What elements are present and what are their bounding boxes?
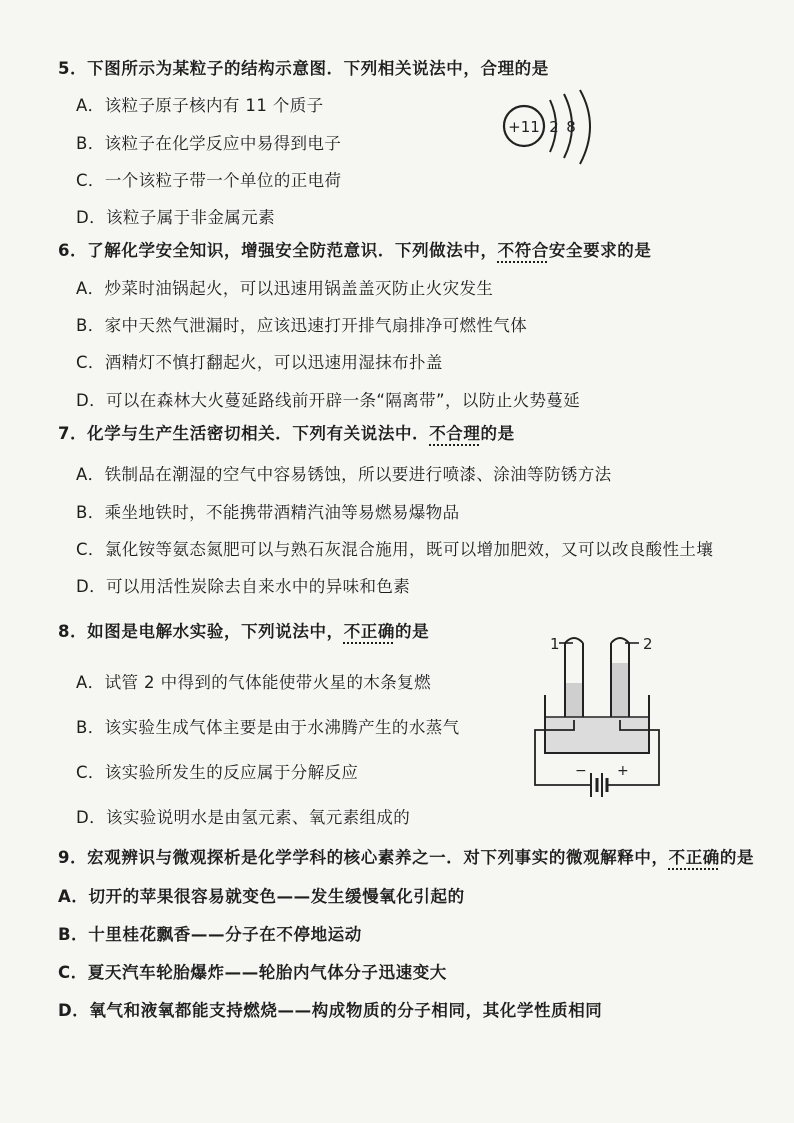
question-6-option-b: B．家中天然气泄漏时，应该迅速打开排气扇排净可燃性气体	[76, 316, 528, 335]
tube-1-label: 1	[550, 635, 560, 653]
stem-text: 7．化学与生产生活密切相关．下列有关说法中．	[58, 424, 430, 443]
question-7-stem	[58, 423, 515, 445]
tube-2-water	[612, 663, 628, 720]
stem-text-end: 安全要求的是	[548, 241, 652, 260]
trough-water	[546, 717, 648, 752]
question-9-stem	[58, 847, 754, 869]
stem-text-end: 的是	[719, 848, 755, 867]
question-9-option-d: D．氧气和液氧都能支持燃烧——构成物质的分子相同，其化学性质相同	[58, 1001, 603, 1020]
stem-text: 9．宏观辨识与微观探析是化学学科的核心素养之一．对下列事实的微观解释中，	[58, 848, 669, 867]
question-8-option-b: B．该实验生成气体主要是由于水沸腾产生的水蒸气	[76, 718, 460, 737]
stem-text: 6．了解化学安全知识，增强安全防范意识．下列做法中，	[58, 241, 498, 260]
question-5-option-c: C．一个该粒子带一个单位的正电荷	[76, 171, 342, 190]
negative-terminal-label: −	[575, 763, 587, 779]
stem-emphasis: 不正确	[668, 848, 720, 867]
stem-emphasis: 不正确	[343, 622, 395, 641]
stem-emphasis: 不符合	[497, 241, 549, 260]
question-8-option-d: D．该实验说明水是由氢元素、氧元素组成的	[76, 808, 411, 827]
question-8-option-c: C．该实验所发生的反应属于分解反应	[76, 763, 359, 782]
atom-structure-diagram	[500, 88, 610, 168]
question-7-option-b: B．乘坐地铁时，不能携带酒精汽油等易燃易爆物品	[76, 503, 460, 522]
question-7-option-d: D．可以用活性炭除去自来水中的异味和色素	[76, 577, 411, 596]
shell-1-count: 2	[549, 118, 559, 136]
positive-terminal-label: +	[617, 763, 629, 779]
question-8-stem	[58, 621, 429, 643]
question-6-option-c: C．酒精灯不慎打翻起火，可以迅速用湿抹布扑盖	[76, 353, 443, 372]
question-9-option-c: C．夏天汽车轮胎爆炸——轮胎内气体分子迅速变大	[58, 963, 447, 982]
question-5-option-b: B．该粒子在化学反应中易得到电子	[76, 134, 342, 153]
question-5-stem: 5．下图所示为某粒子的结构示意图．下列相关说法中，合理的是	[58, 59, 549, 78]
question-7-option-c: C．氯化铵等氨态氮肥可以与熟石灰混合施用，既可以增加肥效，又可以改良酸性土壤	[76, 540, 714, 559]
question-8-option-a: A．试管 2 中得到的气体能使带火星的木条复燃	[76, 673, 431, 692]
electron-shell-3	[580, 90, 590, 164]
tube-2-label: 2	[643, 635, 653, 653]
stem-text-end: 的是	[395, 622, 430, 641]
stem-emphasis: 不合理	[429, 424, 481, 443]
question-6-option-a: A．炒菜时油锅起火，可以迅速用锅盖盖灭防止火灾发生	[76, 279, 494, 298]
question-6-stem	[58, 240, 652, 262]
stem-text: 8．如图是电解水实验，下列说法中，	[58, 622, 344, 641]
question-7-option-a: A．铁制品在潮湿的空气中容易锈蚀，所以要进行喷漆、涂油等防锈方法	[76, 465, 612, 484]
stem-text-end: 的是	[480, 424, 515, 443]
electrolysis-apparatus-diagram	[525, 625, 670, 805]
tube-1-water	[566, 683, 582, 720]
question-5-option-a: A．该粒子原子核内有 11 个质子	[76, 96, 324, 115]
question-5-option-d: D．该粒子属于非金属元素	[76, 208, 276, 227]
shell-2-count: 8	[566, 118, 576, 136]
question-9-option-b: B．十里桂花飘香——分子在不停地运动	[58, 925, 362, 944]
nucleus-charge: +11	[508, 118, 540, 136]
question-6-option-d: D．可以在森林大火蔓延路线前开辟一条“隔离带”，以防止火势蔓延	[76, 391, 581, 410]
question-9-option-a: A．切开的苹果很容易就变色——发生缓慢氧化引起的	[58, 887, 465, 906]
